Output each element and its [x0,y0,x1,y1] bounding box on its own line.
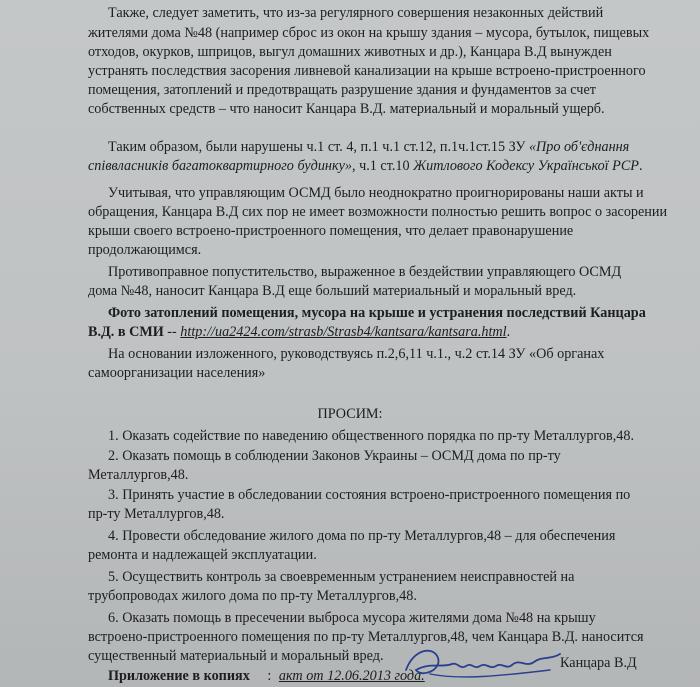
text: отходов, окурков, шприцов, выгул домашних животных и др.), Канцара В.Д вынужден [88,44,612,60]
text: собственных средств – что наносит Канцара В.Д. материальный и моральный ущерб. [88,101,605,117]
request-line [88,546,688,564]
text: . [506,324,511,340]
text: Учитывая, что управляющим ОСМД было неоднократно проигнорированы наши акты и [108,185,644,201]
text: обращения, Канцара В.Д сих пор не имеет возможности полностью решить вопрос о засорении [88,204,668,220]
paragraph-line [88,282,688,300]
paragraph-line [88,62,688,80]
attachment-value: акт от 12.06.2013 года. [278,668,425,684]
code-title: Житлового Кодексу Української РСР [413,158,639,174]
paragraph-line [88,323,688,341]
text: Фото затоплений помещения, мусора на крыше и устранения последствий Канцара [108,305,646,321]
text: 4. Провести обследование жилого дома по пр-ту Металлургов,48 – для обеспечения [108,528,616,544]
request-line [108,486,688,504]
text: 5. Осуществить контроль за своевременным устранением неисправностей на [108,569,575,585]
paragraph-line [108,345,688,363]
text: 2. Оказать помощь в соблюдении Законов Украины – ОСМД дома по пр-ту [108,448,561,464]
text: самоорганизации населения» [88,365,266,381]
text: Также, следует заметить, что из-за регулярного совершения незаконных действий [108,5,604,21]
paragraph-line [88,241,688,259]
request-line [108,568,688,586]
media-link[interactable]: http://ua2424.com/strasb/Strasb4/kantsara/kantsara.html [180,324,507,340]
text: -- [163,324,181,340]
text: Таким образом, были нарушены ч.1 ст. 4, п.1 ч.1 ст.12, п.1ч.1ст.15 ЗУ [108,139,529,155]
request-title: ПРОСИМ: [317,406,383,422]
paragraph-line [88,222,688,240]
text: продолжающимся. [88,242,202,258]
text: помещения, затоплений и предотвращать разрушение здания и фундаментов за счет [88,82,596,98]
attachment-colon: : [267,668,272,684]
request-line [108,427,688,445]
signer-name: Канцара В.Д [560,655,637,671]
request-line [108,527,688,545]
text: жителями дома №48 (например сброс из окон на крышу здания – мусора, бутылок, пищевых [88,25,650,41]
text: . [638,158,643,174]
text: пр-ту Металлургов,48. [88,506,225,522]
text: устранять последствия засорения ливневой канализации на крыше встроено-пристроенного [88,63,646,79]
text: крыши своего встроено-пристроенного помещения, что делает правонарушение [88,223,574,239]
paragraph-line [88,81,688,99]
text: трубопроводах жилого дома по пр-ту Металлургов,48. [88,588,417,604]
text: дома №48, наносит Канцара В.Д еще больший материальный и моральный вред. [88,283,577,299]
signer-name-line [560,654,680,672]
text: , ч.1 ст.10 [352,158,414,174]
text: На основании изложенного, руководствуясь п.2,6,11 ч.1., ч.2 ст.14 ЗУ «Об органах [108,346,605,362]
text: 6. Оказать помощь в пресечении выброса мусора жителями дома №48 на крышу [108,610,596,626]
text: 3. Принять участие в обследовании состояния встроено-пристроенного помещения по [108,487,631,503]
paragraph-line [88,203,688,221]
text: В.Д. в СМИ [88,324,164,340]
paragraph-line [88,157,688,175]
paragraph-line [88,24,688,42]
request-line [108,609,688,627]
text: ремонта и надлежащей эксплуатации. [88,547,317,563]
law-title: «Про об'єднання [528,139,630,155]
attachment-label: Приложение в копиях [108,668,250,684]
paragraph-line [108,4,688,22]
signature-image [400,640,570,685]
request-line [88,505,688,523]
text: Противоправное попустительство, выраженное в бездействии управляющего ОСМД [108,264,622,280]
paragraph-line [108,304,688,322]
paragraph-line [108,138,688,156]
text: встроено-пристроенного помещения по пр-ту Металлургов,48, чем Канцара В.Д. наносится [88,629,644,645]
request-line [88,587,688,605]
paragraph-line [88,364,688,382]
request-line [108,447,688,465]
request-line [88,466,688,484]
paragraph-line [108,263,688,281]
law-title: співвласників багатоквартирного будинку» [88,158,352,174]
text: существенный материальный и моральный вред. [88,648,384,664]
request-line [88,628,688,646]
text: 1. Оказать содействие по наведению общественного порядка по пр-ту Металлургов,48. [108,428,635,444]
paragraph-line [88,43,688,61]
paragraph-line [88,100,688,118]
text: Металлургов,48. [88,467,189,483]
paragraph-line [108,184,688,202]
